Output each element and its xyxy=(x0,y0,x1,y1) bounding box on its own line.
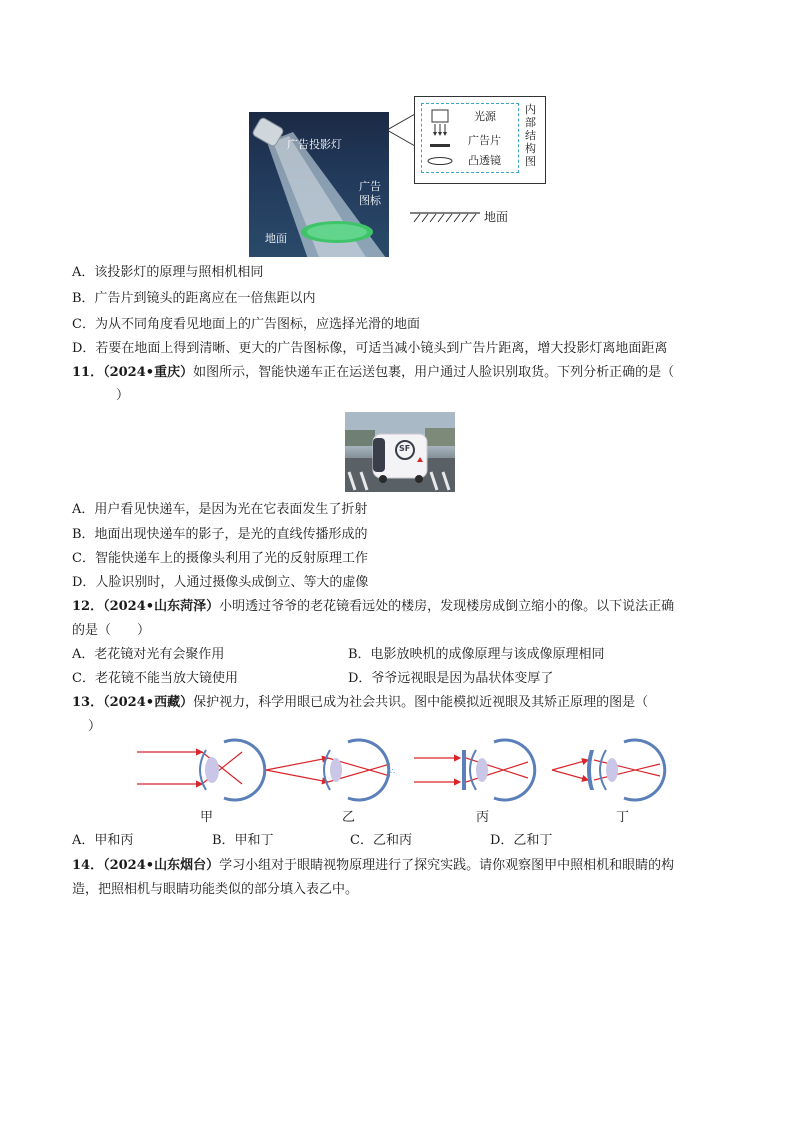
q12-number: 12． xyxy=(72,599,104,614)
q13-source: （2024•西藏） xyxy=(103,695,194,710)
q14-source: （2024•山东烟台） xyxy=(103,858,220,873)
q11-text: 如图所示，智能快递车正在运送包裹，用户通过人脸识别取货。下列分析正确的是（ xyxy=(193,365,675,380)
q12-options-row2 xyxy=(72,670,554,688)
q12-text: 小明透过爷爷的老花镜看远处的楼房，发现楼房成倒立缩小的像。以下说法正确 xyxy=(219,599,675,614)
q12-option-c: C．老花镜不能当放大镜使用 xyxy=(72,671,238,686)
q12-text-cont: 的是（ ） xyxy=(72,623,151,638)
ground-symbol xyxy=(410,210,482,224)
q11-option-b: B．地面出现快递车的影子，是光的直线传播形成的 xyxy=(72,527,368,542)
delivery-vehicle-photo xyxy=(345,412,455,492)
eye-ding xyxy=(552,740,665,800)
q11-source: （2024•重庆） xyxy=(103,365,194,380)
q14-text: 学习小组对于眼睛视物原理进行了探究实践。请你观察图甲中照相机和眼睛的构 xyxy=(219,858,675,873)
q12-option-a: A．老花镜对光有会聚作用 xyxy=(72,647,225,662)
q13-text: 保护视力，科学用眼已成为社会共识。图中能模拟近视眼及其矫正原理的图是（ xyxy=(193,695,649,710)
q12-option-b: B．电影放映机的成像原理与该成像原理相同 xyxy=(348,647,605,662)
q10-option-c: C．为从不同角度看见地面上的广告图标，应选择光滑的地面 xyxy=(72,317,420,332)
eye-label-bing: 丙 xyxy=(476,810,490,825)
internal-structure-callout xyxy=(414,96,546,184)
q11-option-c: C．智能快递车上的摄像头利用了光的反射原理工作 xyxy=(72,551,368,566)
eye-label-yi: 乙 xyxy=(342,810,356,825)
q11-option-a: A．用户看见快递车，是因为光在它表面发生了折射 xyxy=(72,502,368,517)
eye-jia xyxy=(137,740,265,800)
q13-stem xyxy=(72,694,648,712)
q13-option-a: A．甲和丙 xyxy=(72,833,134,848)
light-source-label: 光源 xyxy=(474,110,496,123)
q13-text-cont: ） xyxy=(88,719,102,734)
q12-option-d: D．爷爷远视眼是因为晶状体变厚了 xyxy=(348,671,554,686)
eye-label-jia: 甲 xyxy=(200,810,214,825)
q13-options xyxy=(72,832,553,850)
q11-number: 11． xyxy=(72,365,104,380)
internal-structure-caption: 内部结构图 xyxy=(525,103,536,168)
q10-option-d: D．若要在地面上得到清晰、更大的广告图标像，可适当减小镜头到广告片距离，增大投影灯离地面距离 xyxy=(72,341,668,356)
vehicle-logo: SF xyxy=(399,444,411,453)
projector-photo xyxy=(249,112,389,257)
projector-label: 广告投影灯 xyxy=(287,138,342,151)
eye-bing xyxy=(414,740,535,800)
q10-option-a: A．该投影灯的原理与照相机相同 xyxy=(72,265,264,280)
ground-label: 地面 xyxy=(484,210,509,224)
q14-text-cont: 造，把照相机与眼睛功能类似的部分填入表乙中。 xyxy=(72,882,359,897)
internal-structure-box xyxy=(421,103,519,173)
q12-source: （2024•山东菏泽） xyxy=(103,599,220,614)
ad-film-label: 广告片 xyxy=(468,134,501,147)
q14-stem xyxy=(72,857,674,875)
q13-option-b: B．甲和丁 xyxy=(212,833,274,848)
convex-lens-label: 凸透镜 xyxy=(468,154,501,167)
q13-option-d: D．乙和丁 xyxy=(490,833,553,848)
eye-diagrams xyxy=(132,738,672,808)
eye-label-ding: 丁 xyxy=(616,810,630,825)
svg-text:∴: ∴ xyxy=(390,767,396,776)
q11-stem xyxy=(72,364,674,382)
q11-text-cont: ） xyxy=(116,388,130,403)
q13-number: 13． xyxy=(72,695,104,710)
q14-number: 14． xyxy=(72,858,104,873)
q10-option-b: B．广告片到镜头的距离应在一倍焦距以内 xyxy=(72,291,316,306)
q12-stem xyxy=(72,598,674,616)
eye-yi xyxy=(266,740,395,800)
q13-option-c: C．乙和丙 xyxy=(350,833,412,848)
q12-options-row1 xyxy=(72,646,605,664)
logo-label: 广告图标 xyxy=(359,180,381,207)
ground-label-photo: 地面 xyxy=(265,232,287,245)
q11-option-d: D．人脸识别时，人通过摄像头成倒立、等大的虚像 xyxy=(72,575,369,590)
